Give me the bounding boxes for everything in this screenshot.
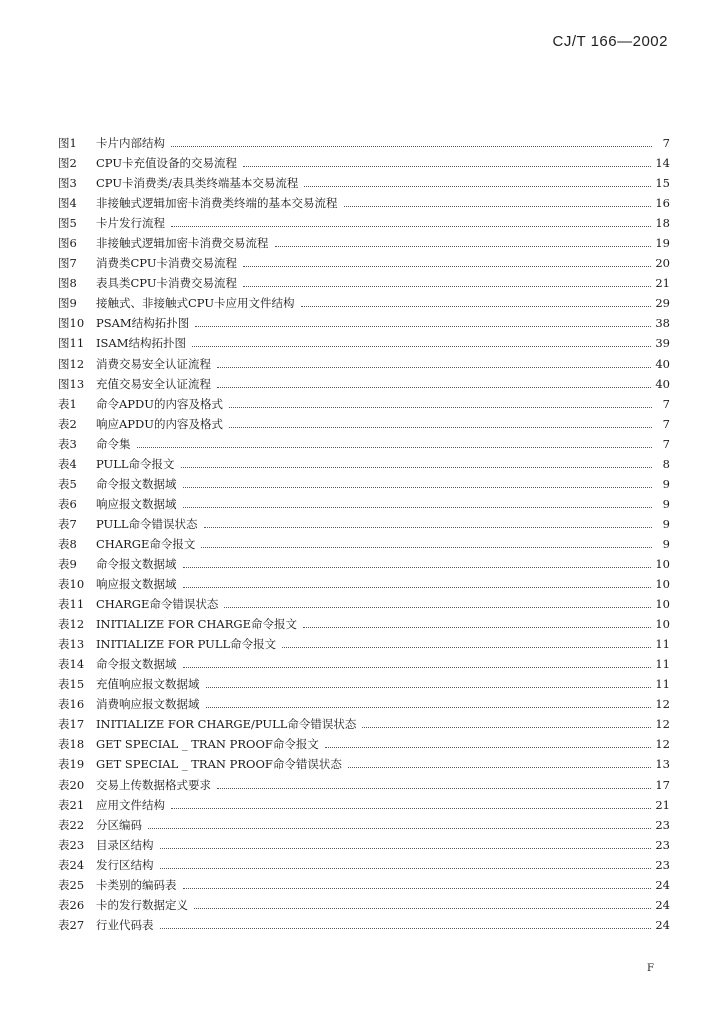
toc-entry[interactable]	[58, 313, 670, 333]
toc-entry-page: 23	[655, 817, 670, 832]
dot-leader	[217, 367, 651, 368]
dot-leader	[194, 908, 651, 909]
dot-leader	[160, 928, 652, 929]
toc-entry-title: 命令报文数据域	[96, 476, 177, 491]
toc-entry-title: INITIALIZE FOR CHARGE/PULL命令错误状态	[96, 717, 357, 732]
toc-entry-title: CHARGE命令错误状态	[96, 597, 219, 612]
toc-entry-title: GET SPECIAL _ TRAN PROOF命令错误状态	[96, 757, 342, 772]
toc-entry-title: 消费交易安全认证流程	[96, 356, 211, 371]
toc-entry-number: 表16	[58, 697, 85, 712]
toc-entry[interactable]	[58, 333, 670, 353]
toc-entry-number: 表2	[58, 416, 77, 431]
dot-leader	[171, 146, 652, 147]
toc-entry-page: 21	[655, 276, 670, 291]
toc-entry-page: 10	[655, 617, 670, 632]
dot-leader	[282, 647, 651, 648]
toc-entry-title: 分区编码	[96, 817, 142, 832]
toc-entry-page: 10	[655, 597, 670, 612]
toc-entry-page: 9	[662, 476, 670, 491]
toc-entry-title: 接触式、非接触式CPU卡应用文件结构	[96, 296, 295, 311]
toc-entry-title: 交易上传数据格式要求	[96, 777, 211, 792]
toc-entry-title: 响应报文数据域	[96, 577, 177, 592]
toc-entry-number: 表18	[58, 737, 85, 752]
toc-entry[interactable]	[58, 614, 670, 634]
toc-entry-number: 表15	[58, 677, 85, 692]
toc-entry-title: 响应报文数据域	[96, 496, 177, 511]
dot-leader	[303, 627, 651, 628]
toc-entry-title: 卡片内部结构	[96, 136, 165, 150]
toc-entry-title: 发行区结构	[96, 857, 154, 872]
toc-entry-number: 图6	[58, 236, 77, 251]
toc-entry-page: 21	[655, 797, 670, 812]
toc-entry-number: 表1	[58, 396, 77, 411]
dot-leader	[304, 186, 651, 187]
toc-entry-number: 表6	[58, 496, 77, 511]
dot-leader	[243, 266, 651, 267]
toc-entry[interactable]	[58, 354, 670, 374]
dot-leader	[183, 507, 653, 508]
toc-entry-number: 表25	[58, 877, 85, 892]
toc-entry[interactable]	[58, 213, 670, 233]
toc-entry[interactable]	[58, 714, 670, 734]
toc-entry-title: 消费响应报文数据域	[96, 697, 200, 712]
toc-entry[interactable]	[58, 434, 670, 454]
toc-entry-page: 10	[655, 556, 670, 571]
toc-entry[interactable]	[58, 374, 670, 394]
toc-entry-page: 12	[655, 737, 670, 752]
toc-entry-number: 图3	[58, 176, 77, 191]
dot-leader	[224, 607, 651, 608]
toc-entry-page: 7	[662, 136, 670, 150]
toc-entry-page: 9	[662, 496, 670, 511]
toc-entry-title: PSAM结构拓扑图	[96, 316, 190, 331]
toc-entry-number: 表23	[58, 837, 85, 852]
toc-entry-page: 12	[655, 697, 670, 712]
toc-entry-number: 表26	[58, 897, 85, 912]
toc-entry-title: INITIALIZE FOR CHARGE命令报文	[96, 617, 297, 632]
toc-entry-title: 卡类别的编码表	[96, 877, 177, 892]
toc-entry[interactable]	[58, 153, 670, 173]
toc-entry-page: 7	[662, 436, 670, 451]
dot-leader	[229, 407, 652, 408]
toc-entry-number: 表19	[58, 757, 85, 772]
dot-leader	[243, 286, 651, 287]
toc-entry[interactable]	[58, 293, 670, 313]
toc-entry-title: ISAM结构拓扑图	[96, 336, 187, 351]
toc-entry-page: 24	[655, 897, 670, 912]
toc-entry[interactable]	[58, 594, 670, 614]
toc-entry-number: 表10	[58, 577, 85, 592]
toc-entry-page: 9	[662, 516, 670, 531]
toc-entry-title: 命令报文数据域	[96, 657, 177, 672]
dot-leader	[171, 808, 651, 809]
toc-entry-page: 17	[655, 777, 670, 792]
table-of-contents	[58, 133, 670, 935]
toc-entry[interactable]	[58, 734, 670, 754]
toc-entry-title: CPU卡充值设备的交易流程	[96, 156, 238, 171]
toc-entry-title: 响应APDU的内容及格式	[96, 416, 223, 431]
toc-entry-page: 7	[662, 416, 670, 431]
toc-entry-number: 图10	[58, 316, 85, 331]
toc-entry-number: 表3	[58, 436, 77, 451]
toc-entry[interactable]	[58, 835, 670, 855]
toc-entry-page: 18	[655, 216, 670, 231]
dot-leader	[325, 747, 652, 748]
toc-entry-number: 图7	[58, 256, 77, 271]
toc-entry[interactable]	[58, 855, 670, 875]
dot-leader	[183, 567, 652, 568]
dot-leader	[183, 888, 652, 889]
dot-leader	[275, 246, 652, 247]
toc-entry-page: 29	[655, 296, 670, 311]
toc-entry-title: 行业代码表	[96, 917, 154, 932]
toc-entry-title: 表具类CPU卡消费交易流程	[96, 276, 238, 291]
toc-entry[interactable]	[58, 273, 670, 293]
toc-entry-title: 命令报文数据域	[96, 556, 177, 571]
dot-leader	[148, 828, 651, 829]
dot-leader	[362, 727, 651, 728]
toc-entry[interactable]	[58, 795, 670, 815]
toc-entry-page: 9	[662, 536, 670, 551]
toc-entry[interactable]	[58, 754, 670, 774]
toc-entry-page: 11	[655, 637, 670, 652]
toc-entry-title: 命令APDU的内容及格式	[96, 396, 223, 411]
toc-entry-page: 39	[655, 336, 670, 351]
toc-entry-title: 非接触式逻辑加密卡消费交易流程	[96, 236, 269, 251]
toc-entry-page: 10	[655, 577, 670, 592]
toc-entry-number: 表8	[58, 536, 77, 551]
toc-entry-page: 24	[655, 917, 670, 932]
toc-entry-title: CPU卡消费类/表具类终端基本交易流程	[96, 176, 299, 191]
toc-entry[interactable]	[58, 253, 670, 273]
toc-entry-number: 表13	[58, 637, 85, 652]
toc-entry-page: 8	[662, 456, 670, 471]
toc-entry-number: 图12	[58, 356, 85, 371]
dot-leader	[171, 226, 651, 227]
toc-entry-number: 表17	[58, 717, 85, 732]
toc-entry-page: 16	[655, 196, 670, 211]
toc-entry-page: 23	[655, 857, 670, 872]
toc-entry-page: 19	[655, 236, 670, 251]
toc-entry-page: 13	[655, 757, 670, 772]
toc-entry-title: 非接触式逻辑加密卡消费类终端的基本交易流程	[96, 196, 338, 211]
toc-entry-number: 表4	[58, 456, 77, 471]
toc-entry-title: 目录区结构	[96, 837, 154, 852]
toc-entry[interactable]	[58, 674, 670, 694]
toc-entry-number: 表11	[58, 597, 85, 612]
toc-entry-title: 充值交易安全认证流程	[96, 376, 211, 391]
toc-entry-number: 表5	[58, 476, 77, 491]
toc-entry-page: 24	[655, 877, 670, 892]
toc-entry[interactable]	[58, 554, 670, 574]
dot-leader	[301, 306, 652, 307]
toc-entry[interactable]	[58, 574, 670, 594]
dot-leader	[201, 547, 652, 548]
toc-entry-page: 11	[655, 657, 670, 672]
toc-entry-number: 表20	[58, 777, 85, 792]
dot-leader	[183, 587, 652, 588]
toc-entry[interactable]	[58, 193, 670, 213]
dot-leader	[181, 467, 652, 468]
toc-entry-number: 图13	[58, 376, 85, 391]
toc-entry-title: GET SPECIAL _ TRAN PROOF命令报文	[96, 737, 319, 752]
toc-entry[interactable]	[58, 133, 670, 153]
toc-entry-title: 命令集	[96, 436, 131, 451]
dot-leader	[192, 346, 651, 347]
toc-entry-page: 40	[655, 376, 670, 391]
dot-leader	[229, 427, 652, 428]
toc-entry[interactable]	[58, 654, 670, 674]
toc-entry[interactable]	[58, 394, 670, 414]
toc-entry-page: 11	[655, 677, 670, 692]
toc-entry-page: 12	[655, 717, 670, 732]
dot-leader	[195, 326, 651, 327]
toc-entry-title: PULL命令错误状态	[96, 516, 198, 531]
toc-entry-page: 15	[655, 176, 670, 191]
toc-entry-number: 图11	[58, 336, 85, 351]
dot-leader	[217, 387, 651, 388]
document-code: CJ/T 166—2002	[552, 33, 668, 50]
toc-entry[interactable]	[58, 474, 670, 494]
toc-entry-title: 消费类CPU卡消费交易流程	[96, 256, 238, 271]
toc-entry-page: 23	[655, 837, 670, 852]
dot-leader	[206, 707, 652, 708]
toc-entry[interactable]	[58, 454, 670, 474]
dot-leader	[344, 206, 652, 207]
toc-entry-number: 表14	[58, 657, 85, 672]
dot-leader	[243, 166, 651, 167]
toc-entry-number: 表7	[58, 516, 77, 531]
toc-entry[interactable]	[58, 233, 670, 253]
toc-entry-number: 表27	[58, 917, 85, 932]
toc-entry-number: 图5	[58, 216, 77, 231]
page-number: F	[647, 963, 654, 974]
dot-leader	[348, 767, 652, 768]
toc-entry-number: 图8	[58, 276, 77, 291]
toc-entry[interactable]	[58, 815, 670, 835]
toc-entry-page: 7	[662, 396, 670, 411]
toc-entry-number: 图4	[58, 196, 77, 211]
toc-entry[interactable]	[58, 775, 670, 795]
toc-entry-title: INITIALIZE FOR PULL命令报文	[96, 637, 277, 652]
toc-entry-number: 图2	[58, 156, 77, 171]
dot-leader	[217, 788, 651, 789]
dot-leader	[183, 667, 652, 668]
toc-entry-number: 图9	[58, 296, 77, 311]
toc-entry-number: 表24	[58, 857, 85, 872]
dot-leader	[206, 687, 652, 688]
toc-entry[interactable]	[58, 514, 670, 534]
toc-entry[interactable]	[58, 895, 670, 915]
toc-entry-number: 表22	[58, 817, 85, 832]
dot-leader	[183, 487, 653, 488]
toc-entry[interactable]	[58, 634, 670, 654]
toc-entry[interactable]	[58, 494, 670, 514]
dot-leader	[160, 868, 652, 869]
toc-entry[interactable]	[58, 173, 670, 193]
toc-entry-number: 表9	[58, 556, 77, 571]
toc-entry-number: 表12	[58, 617, 85, 632]
toc-entry-title: 卡的发行数据定义	[96, 897, 188, 912]
toc-entry-title: PULL命令报文	[96, 456, 175, 471]
dot-leader	[137, 447, 653, 448]
toc-entry-page: 38	[655, 316, 670, 331]
toc-entry[interactable]	[58, 534, 670, 554]
toc-entry[interactable]	[58, 915, 670, 935]
toc-entry-title: CHARGE命令报文	[96, 536, 196, 551]
dot-leader	[204, 527, 652, 528]
toc-entry[interactable]	[58, 875, 670, 895]
toc-entry[interactable]	[58, 694, 670, 714]
dot-leader	[160, 848, 652, 849]
toc-entry-title: 卡片发行流程	[96, 216, 165, 231]
toc-entry-number: 表21	[58, 797, 85, 812]
toc-entry-number: 图1	[58, 136, 77, 150]
toc-entry-page: 40	[655, 356, 670, 371]
toc-entry-title: 充值响应报文数据域	[96, 677, 200, 692]
toc-entry-page: 14	[655, 156, 670, 171]
toc-entry-page: 20	[655, 256, 670, 271]
toc-entry-title: 应用文件结构	[96, 797, 165, 812]
toc-entry[interactable]	[58, 414, 670, 434]
